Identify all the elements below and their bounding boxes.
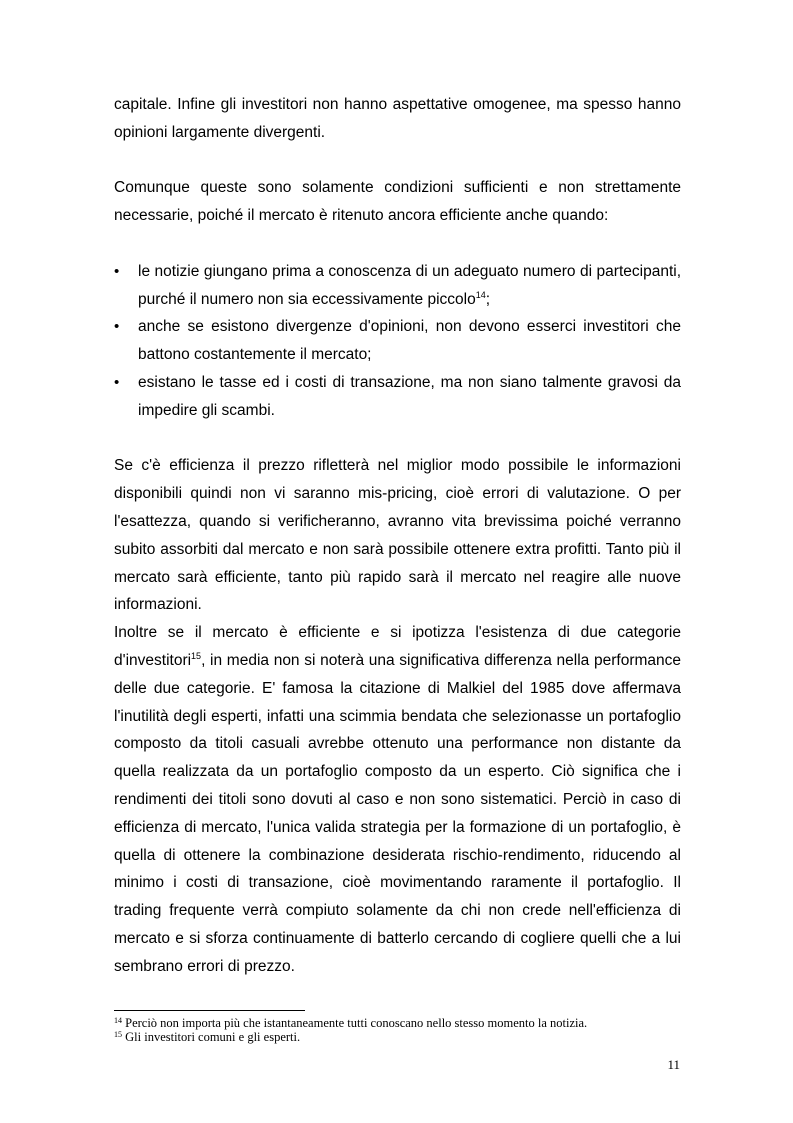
list-item-end: ; xyxy=(485,290,491,308)
footnote-divider xyxy=(114,1010,305,1011)
list-item xyxy=(114,258,681,314)
footnote-ref-15[interactable]: 15 xyxy=(191,650,202,661)
list-item-text: le notizie giungano prima a conoscenza di un adeguato numero di partecipanti, purché il numero non sia eccessivamente piccolo xyxy=(138,262,681,308)
footnotes xyxy=(114,1016,681,1044)
footnote-text: Gli investitori comuni e gli esperti. xyxy=(122,1030,301,1044)
list-item xyxy=(114,313,681,369)
list-item-text: anche se esistono divergenze d'opinioni, non devono esserci investitori che battono costantemente il mercato; xyxy=(138,318,681,364)
paragraph-gap xyxy=(114,147,681,175)
footnote-15 xyxy=(114,1030,681,1044)
page-body xyxy=(114,91,681,981)
list-item-text: esistano le tasse ed i costi di transazione, ma non siano talmente gravosi da impedire gli scambi. xyxy=(138,373,681,419)
page-number: 11 xyxy=(667,1057,680,1072)
conditions-list xyxy=(114,258,681,425)
paragraph-3: Se c'è efficienza il prezzo rifletterà nel miglior modo possibile le informazioni disponibili quindi non vi saranno mis-pricing, cioè errori di valutazione. O per l'esattezza, quando si verificheranno, avranno vita brevissima poiché verranno subito assorbiti dal mercato e non sarà possibile ottenere extra profitti. Tanto più il mercato sarà efficiente, tanto più rapido sarà il mercato nel reagire alle nuove informazioni. xyxy=(114,457,681,614)
bullet-icon: • xyxy=(114,373,120,391)
footnote-14 xyxy=(114,1016,681,1030)
paragraph-4-start: Inoltre se il mercato è efficiente e si ipotizza l'esistenza di due categorie d'investitori xyxy=(114,624,681,669)
paragraph-gap xyxy=(114,425,681,453)
paragraph-gap xyxy=(114,230,681,258)
footnote-number: 14 xyxy=(114,1016,122,1025)
list-item xyxy=(114,369,681,425)
paragraph-4 xyxy=(114,619,681,980)
footnote-ref-14[interactable]: 14 xyxy=(475,289,486,300)
bullet-icon: • xyxy=(114,262,120,280)
footnote-number: 15 xyxy=(114,1030,122,1039)
paragraph-1: capitale. Infine gli investitori non hanno aspettative omogenee, ma spesso hanno opinioni largamente divergenti. xyxy=(114,96,681,141)
paragraph-4-rest: , in media non si noterà una significativa differenza nella performance delle due categorie. E' famosa la citazione di Malkiel del 1985 dove affermava l'inutilità degli esperti, infatti una scimmia bendata che selezionasse un portafoglio composto da titoli casuali avrebbe ottenuto una performance non distante da quella realizzata da un portafoglio composto da un esperto. Ciò significa che i rendimenti dei titoli sono dovuti al caso e non sono sistematici. Perciò in caso di efficienza di mercato, l'unica valida strategia per la formazione di un portafoglio, è quella di ottenere la combinazione desiderata rischio-rendimento, riducendo al minimo i costi di transazione, cioè movimentando raramente il portafoglio. Il trading frequente verrà compiuto solamente da chi non crede nell'efficienza di mercato e si sforza continuamente di batterlo cercando di cogliere quelli che a lui sembrano errori di prezzo. xyxy=(114,651,681,975)
bullet-icon: • xyxy=(114,318,120,336)
paragraph-2: Comunque queste sono solamente condizioni sufficienti e non strettamente necessarie, poiché il mercato è ritenuto ancora efficiente anche quando: xyxy=(114,179,681,225)
footnote-text: Perciò non importa più che istantaneamente tutti conoscano nello stesso momento la notizia. xyxy=(122,1016,588,1030)
